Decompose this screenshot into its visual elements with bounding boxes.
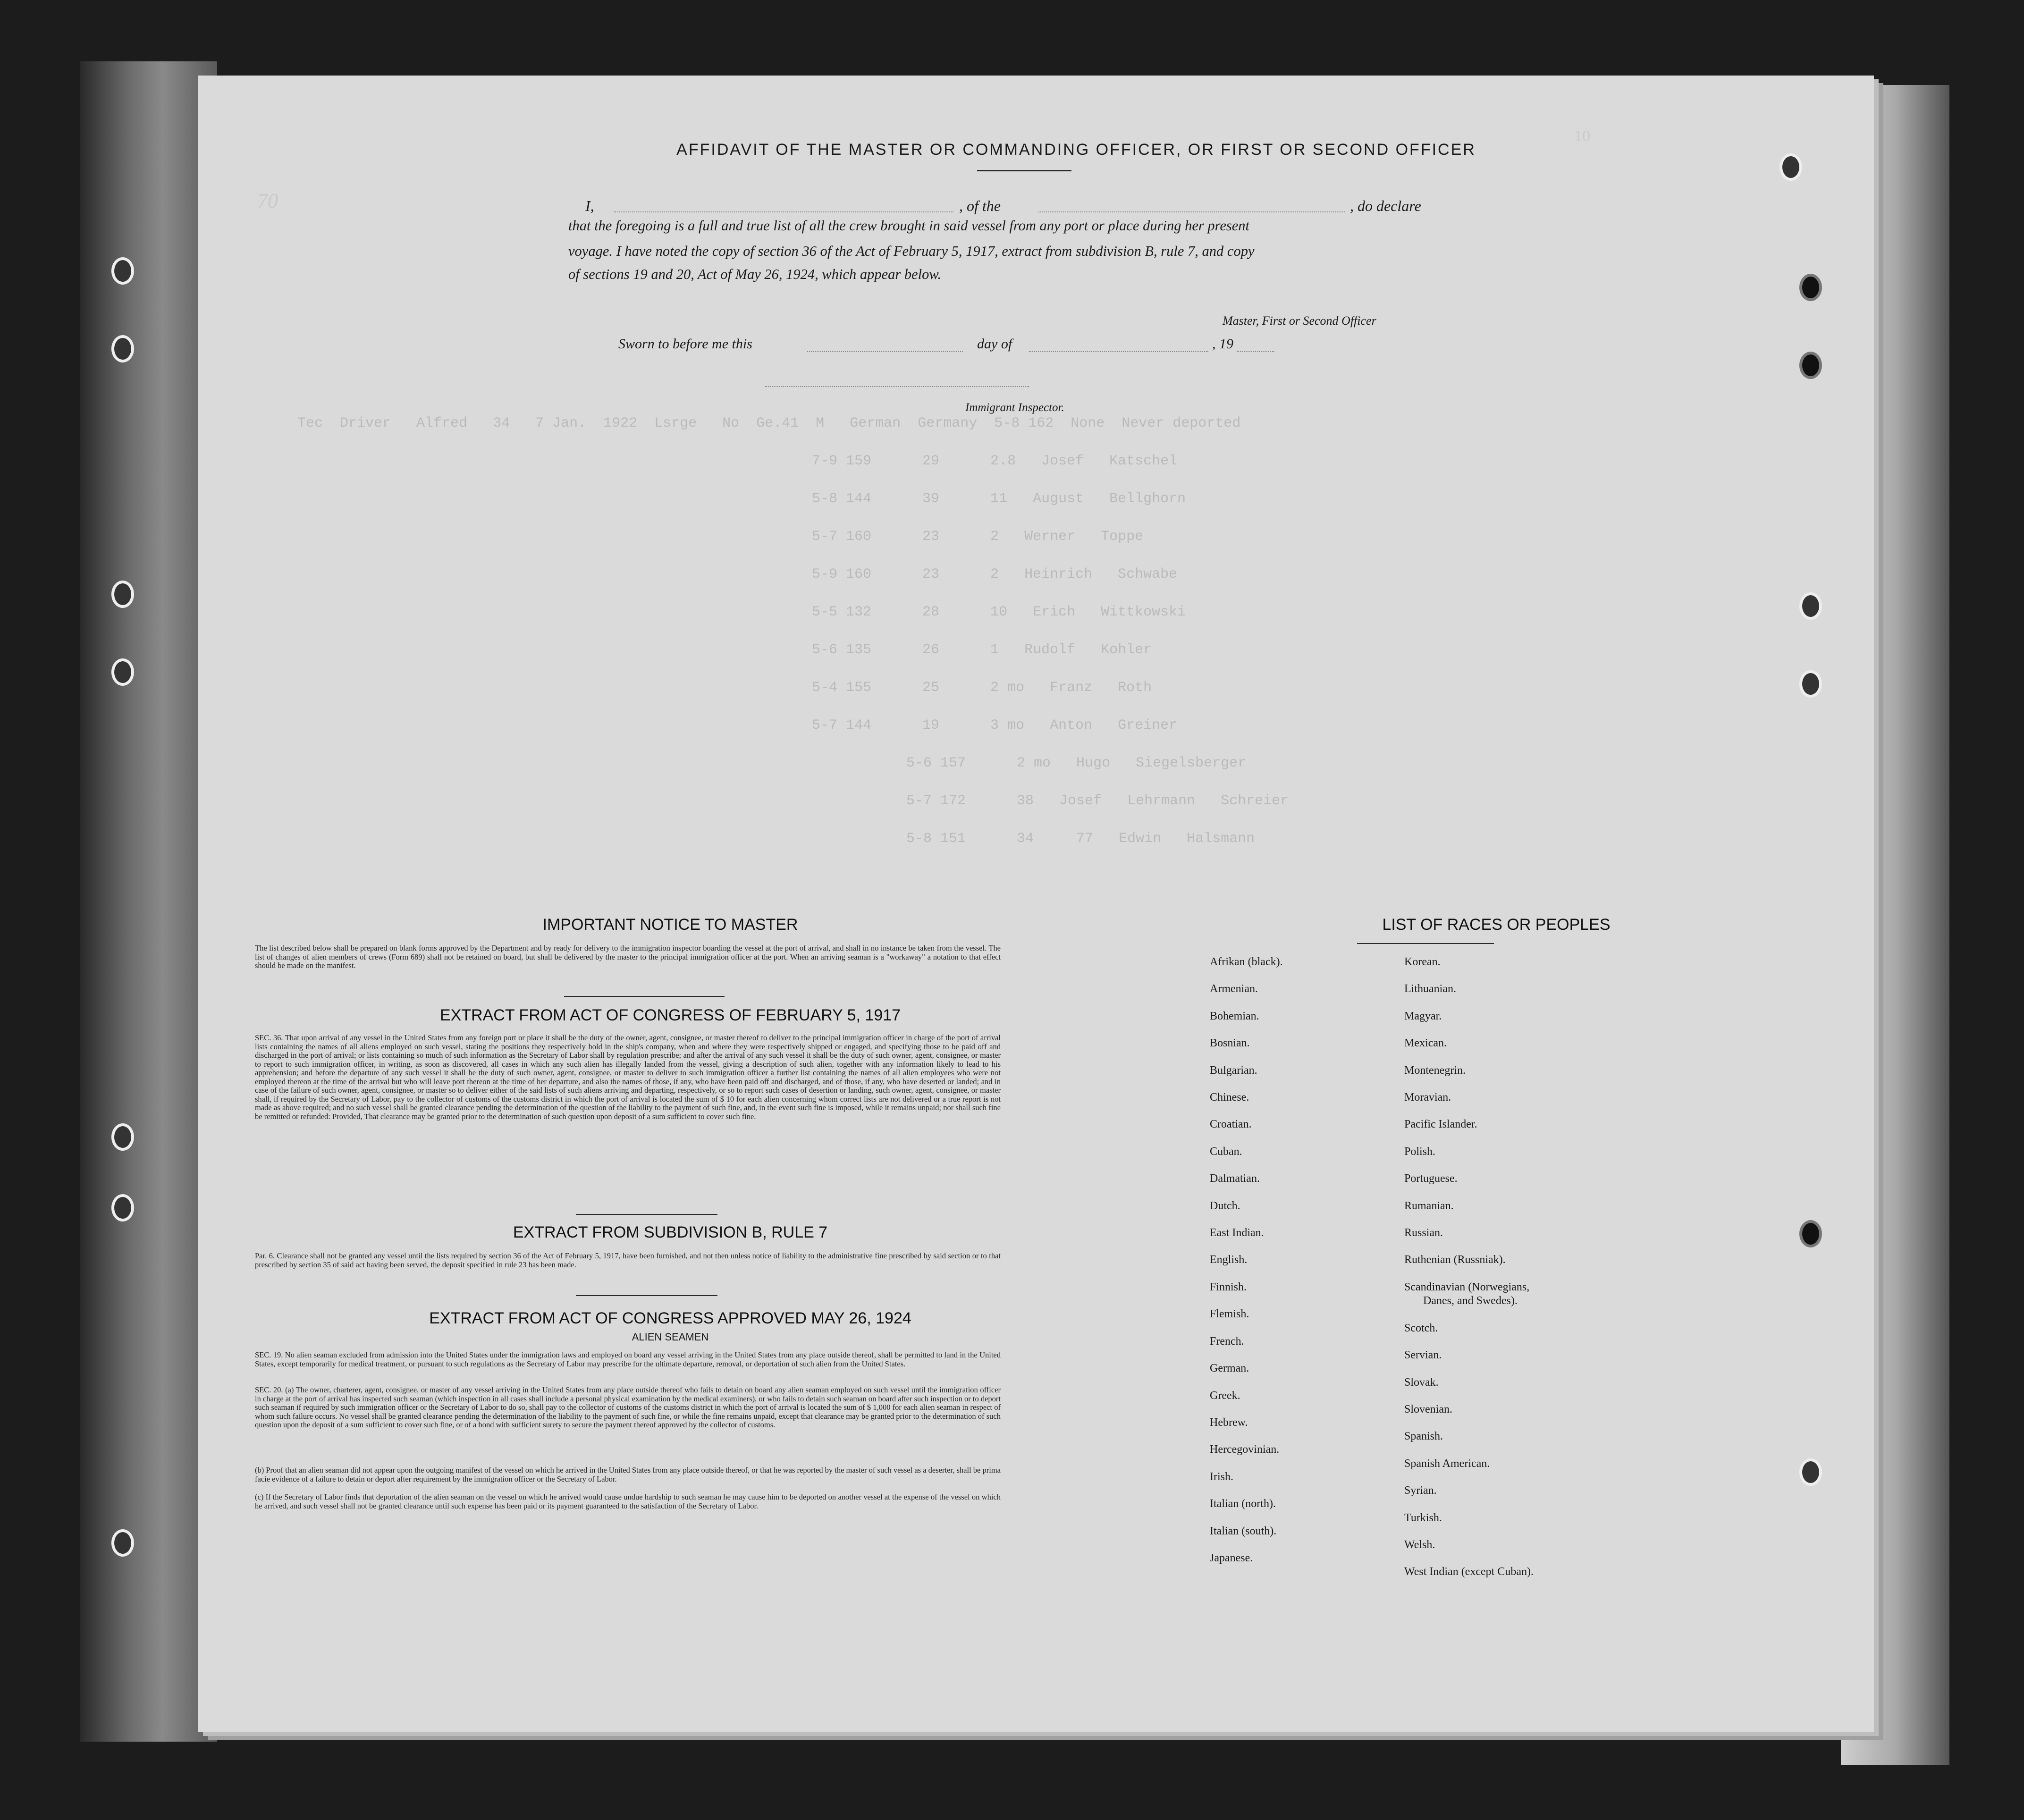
race-item: Turkish. bbox=[1404, 1511, 1442, 1524]
race-item: French. bbox=[1210, 1335, 1244, 1348]
race-item: Armenian. bbox=[1210, 983, 1258, 995]
race-item: Cuban. bbox=[1210, 1145, 1242, 1158]
race-item: Spanish American. bbox=[1404, 1457, 1490, 1470]
binder-hole bbox=[111, 1194, 134, 1222]
race-item: Polish. bbox=[1404, 1145, 1436, 1158]
bleed-through: 5-5 132 28 10 Erich Wittkowski bbox=[812, 604, 1186, 620]
race-item: Spanish. bbox=[1404, 1430, 1443, 1443]
extract-1924-sec20c: (c) If the Secretary of Labor finds that deportation of the alien seaman on the vessel on which he arrived would cause undue hardship to such seaman he may cause him to be deported on another vessel at the expense of the vessel on which he arrived, and such vessel shall not be granted clearance until such expense has been paid or its payment guaranteed to the satisfaction of the Secretary of Labor. bbox=[255, 1492, 1001, 1510]
binder-hole bbox=[111, 257, 134, 285]
binder-hole bbox=[111, 658, 134, 686]
race-item: Bulgarian. bbox=[1210, 1064, 1257, 1077]
race-item: Dutch. bbox=[1210, 1199, 1240, 1212]
race-item: Japanese. bbox=[1210, 1551, 1253, 1564]
affidavit-do-declare: , do declare bbox=[1350, 197, 1421, 214]
affidavit-line-2: that the foregoing is a full and true list of all the crew brought in said vessel from any port or place during her present bbox=[568, 218, 1250, 234]
binder-hole bbox=[111, 1529, 134, 1557]
binder-edge bbox=[80, 61, 217, 1742]
race-item: Bosnian. bbox=[1210, 1037, 1250, 1050]
bleed-through: 5-7 160 23 2 Werner Toppe bbox=[812, 529, 1144, 545]
race-item: Hebrew. bbox=[1210, 1416, 1248, 1429]
extract-rule7-title: EXTRACT FROM SUBDIVISION B, RULE 7 bbox=[513, 1223, 828, 1241]
race-item: Mexican. bbox=[1404, 1037, 1447, 1050]
race-item: Afrikan (black). bbox=[1210, 956, 1283, 968]
race-item: Italian (north). bbox=[1210, 1498, 1276, 1510]
section-rule bbox=[576, 1295, 717, 1296]
bleed-through: 5-6 135 26 1 Rudolf Kohler bbox=[812, 642, 1152, 658]
race-item: Korean. bbox=[1404, 956, 1441, 968]
races-right-column bbox=[1404, 949, 1534, 1586]
notice-body: The list described below shall be prepared on blank forms approved by the Department and by ready for delivery to the immigration inspector boarding the vessel at the port of arrival, and shall in no instance be taken from the vessel. The list of changes of alien members of crews (Form 689) shall not be retained on board, but shall be delivered by the master to the principal immigration officer at the port. When an arriving seaman is a "workaway" a notation to that effect should be made on the manifest. bbox=[255, 944, 1001, 970]
bleed-through: 5-6 157 2 mo Hugo Siegelsberger bbox=[906, 755, 1247, 771]
race-item: Slovenian. bbox=[1404, 1403, 1452, 1416]
race-item: Danes, and Swedes). bbox=[1423, 1295, 1518, 1307]
left-margin-number: 70 bbox=[257, 189, 278, 212]
section-rule bbox=[564, 996, 725, 997]
race-item: Pacific Islander. bbox=[1404, 1118, 1477, 1131]
race-item: Welsh. bbox=[1404, 1538, 1435, 1551]
year-blank[interactable] bbox=[1237, 351, 1274, 352]
race-item: Bohemian. bbox=[1210, 1010, 1259, 1022]
binder-hole bbox=[1799, 1220, 1822, 1247]
race-item: Russian. bbox=[1404, 1227, 1443, 1239]
inspector-label: Immigrant Inspector. bbox=[965, 401, 1064, 414]
bleed-through: 5-8 144 39 11 August Bellghorn bbox=[812, 491, 1186, 507]
binder-hole bbox=[111, 581, 134, 608]
bleed-through: 5-7 172 38 Josef Lehrmann Schreier bbox=[906, 793, 1289, 809]
inspector-signature-blank[interactable] bbox=[765, 386, 1029, 387]
races-title-rule bbox=[1357, 943, 1494, 944]
form-page bbox=[198, 76, 1874, 1732]
affidavit-title: AFFIDAVIT OF THE MASTER OR COMMANDING OFFICER, OR FIRST OR SECOND OFFICER bbox=[676, 141, 1476, 159]
race-item: Italian (south). bbox=[1210, 1525, 1277, 1537]
affidavit-line-3: voyage. I have noted the copy of section 36 of the Act of February 5, 1917, extract from subdivision B, rule 7, and copy bbox=[568, 243, 1255, 259]
sworn-day-blank[interactable] bbox=[807, 351, 963, 352]
race-item: Ruthenian (Russniak). bbox=[1404, 1254, 1506, 1266]
extract-rule7-body: Par. 6. Clearance shall not be granted any vessel until the lists required by section 36 of the Act of February 5, 1917, have been furnished, and not then unless notice of liability to the administrative fine prescribed by said section or to that prescribed by section 35 of said act having been served, the deposit specified in rule 23 has been made. bbox=[255, 1251, 1001, 1269]
races-left-column bbox=[1210, 949, 1283, 1572]
name-blank[interactable] bbox=[614, 211, 953, 212]
extract-1917-title: EXTRACT FROM ACT OF CONGRESS OF FEBRUARY 5, 1917 bbox=[439, 1006, 901, 1024]
bleed-through: 7-9 159 29 2.8 Josef Katschel bbox=[812, 453, 1178, 469]
race-item: West Indian (except Cuban). bbox=[1404, 1566, 1534, 1578]
alien-seamen-subtitle: ALIEN SEAMEN bbox=[632, 1331, 709, 1343]
affidavit-of-the: , of the bbox=[959, 197, 1001, 214]
binder-hole bbox=[1779, 153, 1802, 181]
bleed-through: 5-9 160 23 2 Heinrich Schwabe bbox=[812, 566, 1178, 582]
race-item: Chinese. bbox=[1210, 1091, 1249, 1104]
race-item: Flemish. bbox=[1210, 1308, 1249, 1321]
bleed-through: Tec Driver Alfred 34 7 Jan. 1922 Lsrge No Ge.41 M German Germany 5-8 162 None Never deported bbox=[297, 415, 1241, 431]
binder-hole bbox=[1799, 274, 1822, 301]
race-item: Moravian. bbox=[1404, 1091, 1451, 1104]
race-item: Portuguese. bbox=[1404, 1172, 1458, 1185]
binder-hole bbox=[1799, 592, 1822, 620]
race-item: German. bbox=[1210, 1362, 1249, 1375]
extract-1924-sec20a: SEC. 20. (a) The owner, charterer, agent, consignee, or master of any vessel arriving in the United States from any place outside thereof who fails to detain on board any alien seaman employed on such vessel until the immigration officer in charge at the port of arrival has inspected such seaman (which inspection in all cases shall include a personal physical examination by the medical examiners), or who fails to detain such seaman on board after such inspection or to deport such seaman if required by such immigration officer or the Secretary of Labor to do so, shall pay to the collector of customs of the customs district in which the port of arrival is located the sum of $ 1,000 for each alien seaman in respect of whom such failure occurs. No vessel shall be granted clearance pending the determination of the liability to the payment of such fine, or while the fine remains unpaid, except that clearance may be granted prior to the determination of such question upon the deposit of a sum sufficient to cover such fine, or of a bond with sufficient surety to secure the payment thereof approved by the collector of customs. bbox=[255, 1385, 1001, 1429]
bleed-through: 5-7 144 19 3 mo Anton Greiner bbox=[812, 717, 1178, 733]
race-item: English. bbox=[1210, 1254, 1248, 1266]
race-item: Scotch. bbox=[1404, 1322, 1438, 1334]
binder-hole bbox=[111, 335, 134, 362]
bleed-through: 5-8 151 34 77 Edwin Halsmann bbox=[906, 831, 1255, 847]
month-blank[interactable] bbox=[1029, 351, 1208, 352]
vessel-blank[interactable] bbox=[1038, 211, 1345, 212]
page-number: 10 bbox=[1574, 127, 1590, 145]
extract-1917-body: SEC. 36. That upon arrival of any vessel in the United States from any foreign port or place it shall be the duty of the owner, agent, consignee, or master thereof to deliver to the principal immigration officer in charge of the port of arrival lists containing the names of all aliens employed on such vessel, stating the positions they respectively hold in the ship's company, when and where they were respectively shipped or engaged, and specifying those to be paid off and discharged in the port of arrival; or lists containing so much of such information as the Secretary of Labor shall by regulation prescribe; and after the arrival of any such vessel it shall be the duty of such owner, agent, consignee, or master to report to such immigration officer, in writing, as soon as discovered, all cases in which any such alien has illegally landed from the vessel, giving a description of such alien, together with any information likely to lead to his apprehension; and before the departure of any such vessel it shall be the duty of such owner, agent, consignee, or master to deliver to such immigration officer a further list containing the names of all alien employees who were not employed thereon at the time of the arrival but who will leave port thereon at the time of her departure, and also the names of those, if any, who have been paid off and discharged, and of those, if any, who have deserted or landed; and in case of the failure of such owner, agent, consignee, or master so to deliver either of the said lists of such aliens arriving and departing, respectively, or so to report such cases of desertion or landing, such owner, agent, consignee, or master shall, if required by the Secretary of Labor, pay to the collector of customs of the customs district in which the port of arrival is located the sum of $ 10 for each alien concerning whom correct lists are not delivered or a true report is not made as above required; and no such vessel shall be granted clearance pending the determination of the question of the liability to the payment of such fine, and, in the event such fine is imposed, while it remains unpaid; nor shall such fine be remitted or refunded: Provided, That clearance may be granted prior to the determination of such question upon deposit of a sum sufficient to cover such fine. bbox=[255, 1033, 1001, 1121]
race-item: Slovak. bbox=[1404, 1376, 1439, 1389]
race-item: Servian. bbox=[1404, 1349, 1442, 1362]
notice-title: IMPORTANT NOTICE TO MASTER bbox=[542, 916, 798, 934]
race-item: Syrian. bbox=[1404, 1484, 1437, 1497]
race-item: Montenegrin. bbox=[1404, 1064, 1466, 1077]
section-rule bbox=[576, 1214, 717, 1215]
race-item: Lithuanian. bbox=[1404, 983, 1456, 995]
officer-label: Master, First or Second Officer bbox=[1223, 314, 1376, 328]
race-item: Dalmatian. bbox=[1210, 1172, 1260, 1185]
race-item: Finnish. bbox=[1210, 1281, 1247, 1293]
binder-hole bbox=[111, 1123, 134, 1151]
race-item: Irish. bbox=[1210, 1470, 1233, 1483]
race-item: Magyar. bbox=[1404, 1010, 1442, 1022]
sworn-text: Sworn to before me this bbox=[618, 336, 752, 352]
races-title: LIST OF RACES OR PEOPLES bbox=[1382, 916, 1611, 934]
day-of-text: day of bbox=[977, 336, 1012, 352]
binder-hole bbox=[1799, 1458, 1822, 1486]
race-item: Hercegovinian. bbox=[1210, 1443, 1280, 1456]
extract-1924-sec20b: (b) Proof that an alien seaman did not appear upon the outgoing manifest of the vessel on which he arrived in the United States from any place outside thereof, or that he was reported by the master of such vessel as a deserter, shall be prima facie evidence of a failure to detain or deport after requirement by the immigration officer or the Secretary of Labor. bbox=[255, 1466, 1001, 1483]
race-item: East Indian. bbox=[1210, 1227, 1264, 1239]
affidavit-line-4: of sections 19 and 20, Act of May 26, 1924, which appear below. bbox=[568, 266, 942, 282]
race-item: Greek. bbox=[1210, 1389, 1240, 1402]
year-text: , 19 bbox=[1212, 336, 1233, 352]
bleed-through: 5-4 155 25 2 mo Franz Roth bbox=[812, 680, 1152, 696]
extract-1924-title: EXTRACT FROM ACT OF CONGRESS APPROVED MAY 26, 1924 bbox=[429, 1309, 911, 1327]
affidavit-i: I, bbox=[585, 197, 594, 214]
race-item: Croatian. bbox=[1210, 1118, 1252, 1131]
race-item: Scandinavian (Norwegians, bbox=[1404, 1281, 1530, 1293]
race-item: Rumanian. bbox=[1404, 1199, 1454, 1212]
title-rule bbox=[977, 170, 1071, 171]
binder-hole bbox=[1799, 670, 1822, 698]
binder-hole bbox=[1799, 352, 1822, 379]
extract-1924-sec19: SEC. 19. No alien seaman excluded from admission into the United States under the immigration laws and employed on board any vessel arriving in the United States from any place outside thereof, shall be permitted to land in the United States, except temporarily for medical treatment, or pursuant to such regulations as the Secretary of Labor may prescribe for the ultimate departure, removal, or deportation of such alien from the United States. bbox=[255, 1350, 1001, 1368]
